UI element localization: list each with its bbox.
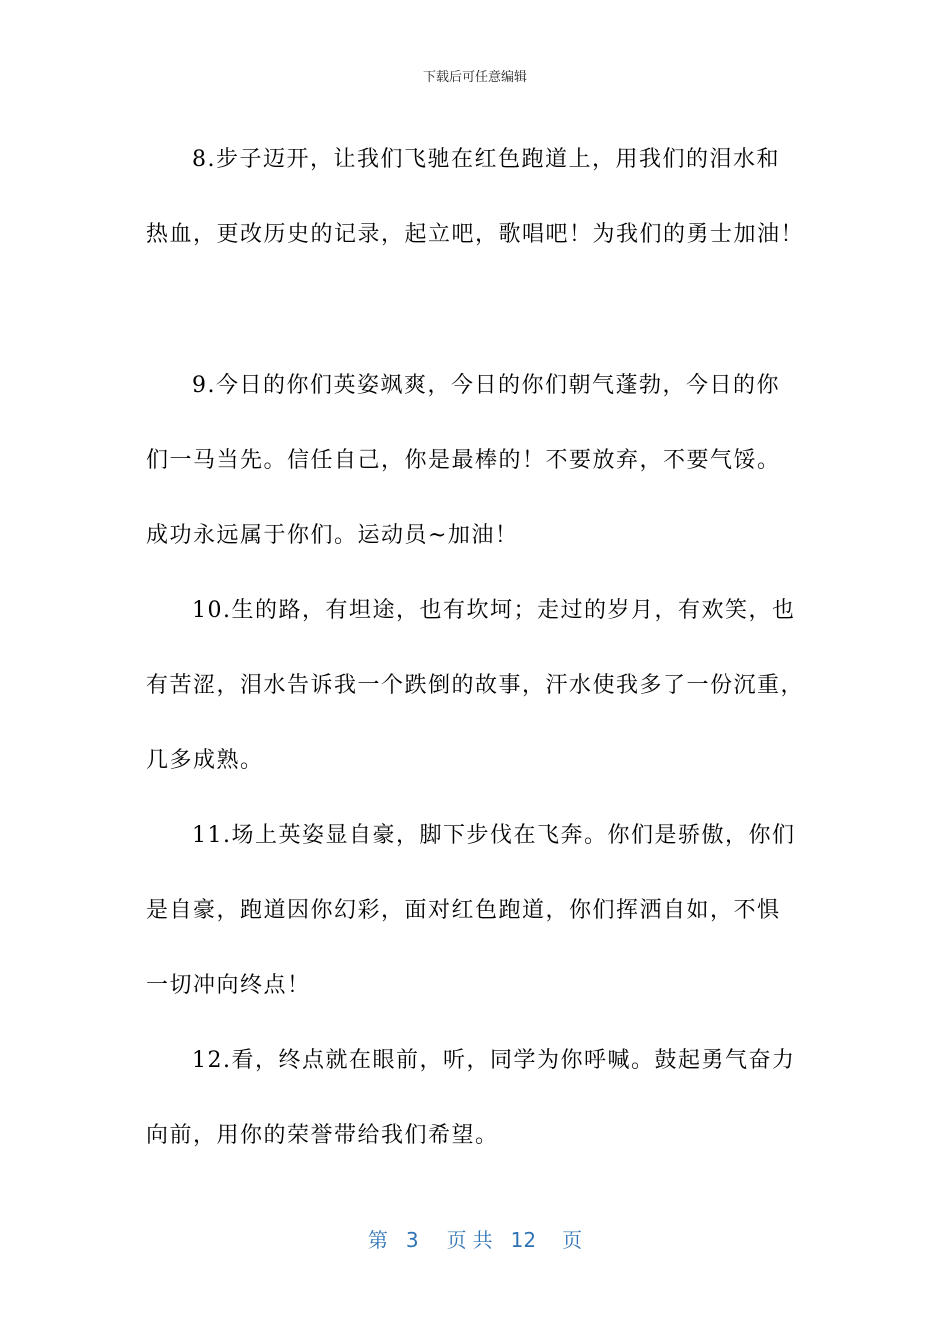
paragraph-line: 向前，用你的荣誉带给我们希望。 bbox=[146, 1123, 499, 1148]
footer-word-gong: 共 bbox=[472, 1228, 493, 1252]
page-header: 下载后可任意编辑 bbox=[422, 70, 527, 85]
paragraph-11 bbox=[146, 798, 812, 1023]
footer-word-ye: 页 bbox=[446, 1228, 467, 1252]
footer-word-ye-2: 页 bbox=[562, 1228, 583, 1252]
paragraph-8 bbox=[146, 122, 812, 272]
paragraph-line: 是自豪，跑道因你幻彩，面对红色跑道，你们挥洒自如，不惧 bbox=[146, 898, 781, 923]
paragraph-line: 9.今日的你们英姿飒爽，今日的你们朝气蓬勃，今日的你 bbox=[192, 373, 780, 398]
footer-word-di: 第 bbox=[367, 1228, 388, 1252]
footer-page-number: 3 bbox=[405, 1228, 419, 1252]
footer-total-pages: 12 bbox=[510, 1228, 537, 1252]
page-footer bbox=[0, 1224, 950, 1253]
paragraph-line: 8.步子迈开，让我们飞驰在红色跑道上，用我们的泪水和 bbox=[192, 147, 780, 172]
paragraph-line: 11.场上英姿显自豪，脚下步伐在飞奔。你们是骄傲，你们 bbox=[192, 823, 796, 848]
paragraph-line: 成功永远属于你们。运动员~加油！ bbox=[146, 523, 519, 548]
paragraph-line: 们一马当先。信任自己，你是最棒的！不要放弃，不要气馁。 bbox=[146, 448, 781, 473]
paragraph-line: 热血，更改历史的记录，起立吧，歌唱吧！为我们的勇士加油！ bbox=[146, 222, 805, 247]
paragraph-9 bbox=[146, 348, 812, 573]
paragraph-line: 几多成熟。 bbox=[146, 748, 264, 773]
document-body bbox=[146, 122, 812, 1173]
paragraph-line: 一切冲向终点！ bbox=[146, 973, 311, 998]
paragraph-line: 12.看，终点就在眼前，听，同学为你呼喊。鼓起勇气奋力 bbox=[192, 1048, 796, 1073]
paragraph-line: 有苦涩，泪水告诉我一个跌倒的故事，汗水使我多了一份沉重， bbox=[146, 673, 805, 698]
paragraph-12 bbox=[146, 1023, 812, 1173]
paragraph-line: 10.生的路，有坦途，也有坎坷；走过的岁月，有欢笑，也 bbox=[192, 598, 796, 623]
paragraph-10 bbox=[146, 573, 812, 798]
